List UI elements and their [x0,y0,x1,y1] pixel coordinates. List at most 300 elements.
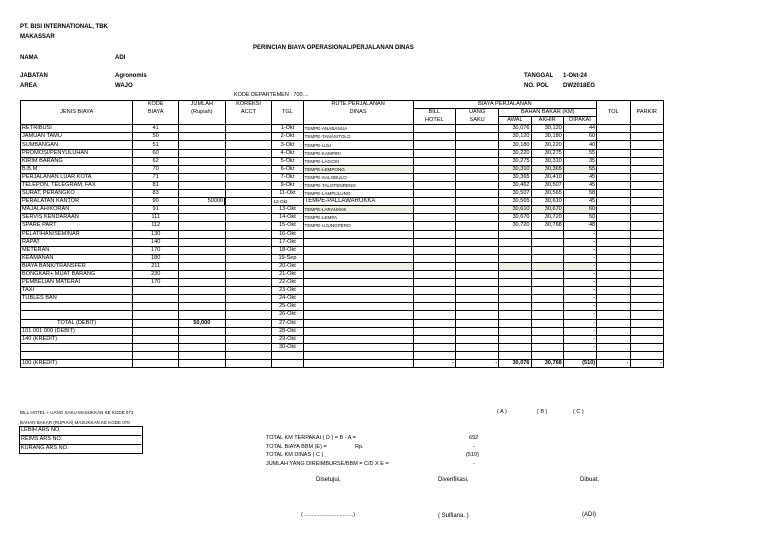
cell-jenis: SERVIS KENDARAAN [21,214,133,222]
cell-bill [413,190,455,198]
col-tol: TOL [597,109,630,117]
cell-kode [133,319,179,327]
jabatan-label: JABATAN [20,73,48,79]
table-row [21,181,664,189]
cell-koreksi [225,270,272,278]
cell-parkir [630,230,663,238]
cell-jenis: BIAYA BANK/TRANSFER [21,262,133,270]
cell-tol [597,125,630,133]
cell-rute: TEMPE-TALOTENRENG [303,181,413,189]
cell-jumlah: 50000 [178,198,225,206]
cell-jumlah: 50,000 [178,319,225,327]
cell-awal [499,327,531,335]
km-terpakai-value: 692 [469,435,479,441]
nama-value: ADI [115,55,126,61]
cell-tol [597,319,630,327]
cell-jenis: TOTAL (DEBIT) [21,319,133,327]
cell-bill [413,165,455,173]
cell-jenis: PERJALANAN LUAR KOTA [21,173,133,181]
cell-empty [133,351,179,359]
cell-tgl: 26-Okt [272,311,303,319]
cell-tol [597,327,630,335]
cell-koreksi [225,303,272,311]
cell-uang [455,311,498,319]
cell-akhir: 30,180 [531,133,563,141]
cell-rute: TEMPE-TANASITOLO [303,133,413,141]
col-jumlah: JUMLAH [178,101,225,109]
cell-kode: 81 [133,181,179,189]
col-kode: KODE [133,101,179,109]
cell-tgl: 3-Okt [272,141,303,149]
cell-jenis: JAMUAN TAMU [21,133,133,141]
col-kode-bottom [133,117,179,125]
cell-akhir [531,279,563,287]
cell-dipakai: - [563,319,596,327]
cell-kode: 211 [133,262,179,270]
col-bill: BILL [413,109,455,117]
cell-kode: 51 [133,141,179,149]
cell-uang [455,190,498,198]
cell-uang [455,141,498,149]
cell-dipakai: - [563,230,596,238]
cell-awal [499,319,531,327]
reims-ars: REIMS ARS NO. [21,436,63,442]
cell-empty [413,351,455,359]
cell-jenis: PERALATAN KANTOR [21,198,133,206]
tanggal-value: 1-Okt-24 [563,73,588,79]
total-awal: 30,076 [499,360,531,368]
cell-dipakai: 55 [563,165,596,173]
cell-parkir [630,125,663,133]
cell-kode: 170 [133,246,179,254]
cell-kode: 71 [133,173,179,181]
cell-parkir [630,287,663,295]
cell-koreksi [225,246,272,254]
cell-koreksi [225,173,272,181]
cell-awal [499,262,531,270]
cell-jenis: PEMBELIAN MATERAI [21,279,133,287]
page-title: PERINCIAN BIAYA OPERASIONAL/PERJALANAN DINAS [253,45,414,51]
cell-tgl: 11-Okt [272,190,303,198]
cell-parkir [630,327,663,335]
table-row [21,319,664,327]
col-jenis-biaya: JENIS BIAYA [21,101,133,125]
cell-uang [455,149,498,157]
cell-parkir [630,279,663,287]
cell-tol [597,254,630,262]
cell-rute: TEMPE-LEMPONG [303,165,413,173]
table-row [21,190,664,198]
kode-departemen: KODE DEPARTEMEN : 700.... [234,92,309,98]
cell-uang [455,133,498,141]
jabatan-value: Agronomis [115,73,147,79]
cell-uang [455,279,498,287]
cell-tgl: 28-Okt [272,327,303,335]
cell-jenis: PROMOSI/PENYULUHAN [21,149,133,157]
cell-awal: 30,275 [499,157,531,165]
cell-empty [597,351,630,359]
cell-kode: 91 [133,206,179,214]
cell-rute [303,327,413,335]
cell-rute: TEMPE-UJUNGPERO [303,222,413,230]
cell-empty [178,351,225,359]
cell-rute: TEMPE-KAMPIRI [303,149,413,157]
cell-parkir [630,319,663,327]
cell-rute [303,254,413,262]
cell-rute [303,287,413,295]
tanggal-label: TANGGAL [524,73,554,79]
cell-jumlah [178,149,225,157]
cell-awal [499,246,531,254]
cell-uang [455,262,498,270]
cell-bill [413,279,455,287]
cell-koreksi [225,181,272,189]
table-row [21,133,664,141]
cell-tgl: 7-Okt [272,173,303,181]
cell-tol [597,190,630,198]
cell-awal: 30,220 [499,149,531,157]
cell-tgl: 6-Okt [272,165,303,173]
cell-dipakai: - [563,246,596,254]
cell-kode: 60 [133,149,179,157]
cell-awal: 30,610 [499,206,531,214]
cell-jumlah [178,141,225,149]
cell-koreksi [225,295,272,303]
cell-jenis: 101 001 000 (DEBIT) [21,327,133,335]
cell-akhir: 30,610 [531,198,563,206]
company-city: MAKASSAR [20,34,55,40]
cell-jumlah [178,287,225,295]
bbm-value: - [473,444,475,450]
cell-uang [455,181,498,189]
cell-tgl: 1-Okt [272,125,303,133]
cell-empty [455,351,498,359]
cell-dipakai: 60 [563,206,596,214]
cell-dipakai: 48 [563,222,596,230]
cell-tol [597,198,630,206]
cell-parkir [630,157,663,165]
cell-awal: 30,310 [499,165,531,173]
cell-tol [597,222,630,230]
note-bahan-bakar: BAHAN BAKAR (RUPIAH) MASUKKAN KE KODE 070 [20,420,130,425]
cell-jumlah [178,270,225,278]
cell-dipakai: - [563,254,596,262]
cell-koreksi [225,335,272,343]
cell-jenis [21,311,133,319]
table-row [21,303,664,311]
cell-bill [413,181,455,189]
cell-dipakai: - [563,270,596,278]
cell-akhir: 30,670 [531,206,563,214]
cell-rute: TEMPE-UJU [303,141,413,149]
table-row-spacer [21,351,664,359]
cell-jumlah [178,125,225,133]
col-rute: RUTE PERJALANAN [303,101,413,109]
cell-akhir [531,262,563,270]
table-row [21,246,664,254]
cell-rute: TEMPE-LEMPA [303,214,413,222]
cell-tgl: 2-Okt [272,133,303,141]
cell-tol [597,149,630,157]
cell-bill [413,343,455,351]
cell-koreksi [225,311,272,319]
col-hotel: HOTEL [413,117,455,125]
cell-awal [499,270,531,278]
cell-kode: 50 [133,133,179,141]
total-empty [133,360,179,368]
cell-koreksi [225,133,272,141]
col-tgl: TGL [272,109,303,117]
cell-kode [133,287,179,295]
cell-kode: 41 [133,125,179,133]
cell-akhir [531,303,563,311]
cell-koreksi [225,190,272,198]
cell-bill [413,270,455,278]
cell-tol [597,173,630,181]
cell-bill [413,230,455,238]
cell-kode [133,295,179,303]
cell-kode: 62 [133,157,179,165]
cell-dipakai: - [563,238,596,246]
cell-bill [413,246,455,254]
cell-rute: TEMPE-LARAUKKE [303,206,413,214]
cell-koreksi [225,238,272,246]
cell-koreksi [225,141,272,149]
table-row [21,311,664,319]
cell-jenis [21,343,133,351]
bbm-rp: Rp. [355,444,364,450]
cell-tgl: 12-Okt [272,198,303,206]
cell-tgl: 14-Okt [272,214,303,222]
sign-disetujui: Disetujui, [316,477,341,483]
cell-bill [413,149,455,157]
cell-kode: 83 [133,190,179,198]
cell-rute [303,238,413,246]
reimburse-value: - [473,461,475,467]
cell-dipakai: - [563,295,596,303]
cell-uang [455,125,498,133]
cell-rute [303,311,413,319]
cell-empty [21,351,133,359]
cell-tgl: 13-Okt [272,206,303,214]
cell-awal: 30,670 [499,214,531,222]
cell-akhir [531,319,563,327]
cell-uang [455,270,498,278]
cell-jenis: PELATIHAN/SEMINAR [21,230,133,238]
cell-kode: 140 [133,238,179,246]
cell-jumlah [178,173,225,181]
cell-jenis: MAJALAH/KORAN [21,206,133,214]
total-parkir: - [630,360,663,368]
cell-akhir [531,230,563,238]
cell-tol [597,246,630,254]
cell-akhir [531,246,563,254]
col-dinas: DINAS [303,109,413,117]
table-header-row-1 [21,101,664,109]
total-uang: - [455,360,498,368]
cell-dipakai: 45 [563,181,596,189]
table-row [21,270,664,278]
cell-parkir [630,214,663,222]
cell-bill [413,173,455,181]
cell-rute [303,270,413,278]
cell-awal [499,343,531,351]
cell-tgl: 16-Okt [272,230,303,238]
cell-kode: 180 [133,254,179,262]
cell-jenis: METERAN [21,246,133,254]
cell-jenis: SPARE PART [21,222,133,230]
cell-jumlah [178,157,225,165]
total-empty [178,360,225,368]
col-tol-bottom [597,117,630,125]
cell-empty [563,351,596,359]
cell-akhir: 30,275 [531,149,563,157]
cell-empty [630,351,663,359]
cell-bill [413,141,455,149]
cell-parkir [630,206,663,214]
cell-akhir: 30,768 [531,222,563,230]
cell-parkir [630,246,663,254]
cell-tgl: 29-Okt [272,335,303,343]
cell-koreksi [225,254,272,262]
cell-uang [455,343,498,351]
cell-akhir: 30,120 [531,125,563,133]
cell-koreksi [225,319,272,327]
cell-jumlah [178,327,225,335]
sign-name-creator: (ADI) [582,512,596,518]
cell-tol [597,181,630,189]
cell-uang [455,254,498,262]
cell-jumlah [178,190,225,198]
cell-tol [597,279,630,287]
cell-jenis: KEAMANAN [21,254,133,262]
sign-diverifikasi: Diverifikasi, [438,477,469,483]
table-row [21,198,664,206]
cell-kode [133,335,179,343]
cell-parkir [630,262,663,270]
cell-uang [455,246,498,254]
col-parkir-top [630,101,663,109]
table-row [21,343,664,351]
cell-jumlah [178,133,225,141]
cell-koreksi [225,287,272,295]
table-row [21,254,664,262]
cell-parkir [630,222,663,230]
cell-parkir [630,335,663,343]
table-row [21,157,664,165]
cell-koreksi [225,157,272,165]
cell-bill [413,222,455,230]
cell-dipakai: 40 [563,141,596,149]
cell-tol [597,262,630,270]
cell-bill [413,327,455,335]
sign-dibuat: Dibuat, [580,477,600,483]
cell-bill [413,287,455,295]
cell-rute [303,335,413,343]
cell-akhir: 30,365 [531,165,563,173]
cell-dipakai: 45 [563,198,596,206]
cell-bill [413,157,455,165]
cell-akhir: 30,310 [531,157,563,165]
cell-parkir [630,238,663,246]
cell-koreksi [225,230,272,238]
cell-dipakai: 44 [563,125,596,133]
cell-awal [499,279,531,287]
company-name: PT. BISI INTERNATIONAL, TBK [20,24,108,30]
cell-tol [597,165,630,173]
cell-kode: 130 [133,230,179,238]
cell-uang [455,214,498,222]
cell-empty [499,351,531,359]
cell-tol [597,238,630,246]
cell-parkir [630,190,663,198]
cell-empty [272,351,303,359]
cell-rute: TEMPE-LAGOSI [303,157,413,165]
cell-rute [303,262,413,270]
cell-awal: 30,565 [499,198,531,206]
cell-jumlah [178,222,225,230]
cell-dipakai: - [563,303,596,311]
col-parkir-bottom [630,117,663,125]
cell-bill [413,206,455,214]
cell-koreksi [225,279,272,287]
cell-parkir [630,295,663,303]
cell-akhir [531,238,563,246]
cell-awal [499,230,531,238]
cell-akhir: 30,220 [531,141,563,149]
cell-jenis: 140 (KREDIT) [21,335,133,343]
total-akhir: 30,768 [531,360,563,368]
table-row [21,222,664,230]
cell-akhir: 30,565 [531,190,563,198]
cell-awal: 30,462 [499,181,531,189]
cell-jenis: RAPAT [21,238,133,246]
cell-jumlah [178,311,225,319]
cell-uang [455,287,498,295]
cell-jumlah [178,214,225,222]
cell-bill [413,214,455,222]
cell-akhir: 30,410 [531,173,563,181]
cell-rute [303,279,413,287]
bbm-label: TOTAL BIAYA BBM (E) = [266,444,327,450]
cell-uang [455,319,498,327]
cell-kode: 70 [133,165,179,173]
cell-empty [303,351,413,359]
cell-uang [455,295,498,303]
cell-jenis: RETRIBUSI [21,125,133,133]
cell-dipakai: 55 [563,149,596,157]
cell-koreksi [225,125,272,133]
cell-uang [455,238,498,246]
cell-akhir [531,254,563,262]
cell-bill [413,319,455,327]
table-row [21,279,664,287]
total-jenis: 100 (KREDIT) [21,360,133,368]
cell-tol [597,335,630,343]
sign-name-verifier: ( Sulfiana. ) [438,513,469,519]
note-bill-hotel: BILL HOTEL + UANG SAKU MASUKKAN KE KODE 071 [20,410,134,415]
cell-jenis: SUMBANGAN [21,141,133,149]
col-biaya: BIAYA [133,109,179,117]
cell-koreksi [225,343,272,351]
cell-rute [303,303,413,311]
nama-label: NAMA [20,55,38,61]
cell-jumlah [178,343,225,351]
cell-koreksi [225,262,272,270]
table-row [21,230,664,238]
cell-bill [413,303,455,311]
cell-kode [133,343,179,351]
